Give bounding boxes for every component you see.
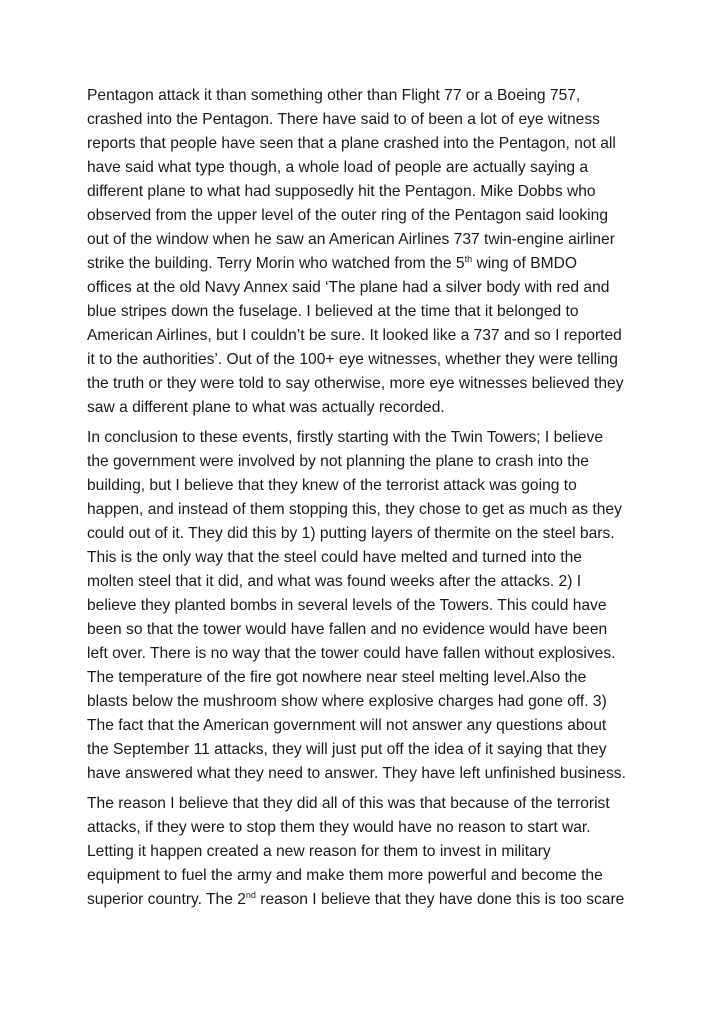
text-run: different plane to what had supposedly hit the Pentagon. Mike Dobbs who xyxy=(87,183,596,200)
text-line xyxy=(87,498,647,522)
text-run: have answered what they need to answer. They have left unfinished business. xyxy=(87,765,626,782)
text-run: building, but I believe that they knew of the terrorist attack was going to xyxy=(87,477,577,494)
text-run: In conclusion to these events, firstly starting with the Twin Towers; I believe xyxy=(87,429,604,446)
text-run: observed from the upper level of the outer ring of the Pentagon said looking xyxy=(87,207,608,224)
text-line xyxy=(87,156,647,180)
text-line xyxy=(87,108,647,132)
text-line xyxy=(87,738,647,762)
text-run: molten steel that it did, and what was found weeks after the attacks. 2) I xyxy=(87,573,582,590)
text-line xyxy=(87,864,647,888)
paragraph xyxy=(87,426,647,786)
text-run: could out of it. They did this by 1) putting layers of thermite on the steel bars. xyxy=(87,525,615,542)
text-line xyxy=(87,204,647,228)
text-line xyxy=(87,618,647,642)
text-run: happen, and instead of them stopping this, they chose to get as much as they xyxy=(87,501,622,518)
text-line xyxy=(87,450,647,474)
superscript: th xyxy=(464,253,473,264)
text-line xyxy=(87,300,647,324)
text-run: strike the building. Terry Morin who watched from the 5 xyxy=(87,255,465,272)
text-line xyxy=(87,372,647,396)
text-line xyxy=(87,474,647,498)
text-line xyxy=(87,840,647,864)
text-line xyxy=(87,180,647,204)
text-line xyxy=(87,714,647,738)
text-line xyxy=(87,816,647,840)
text-run: been so that the tower would have fallen and no evidence would have been xyxy=(87,621,608,638)
text-line xyxy=(87,546,647,570)
text-run: Letting it happen created a new reason for them to invest in military xyxy=(87,843,551,860)
text-line xyxy=(87,348,647,372)
text-run: the government were involved by not planning the plane to crash into the xyxy=(87,453,589,470)
text-line xyxy=(87,84,647,108)
text-run: attacks, if they were to stop them they would have no reason to start war. xyxy=(87,819,591,836)
text-run: saw a different plane to what was actually recorded. xyxy=(87,399,445,416)
text-line xyxy=(87,642,647,666)
text-run: equipment to fuel the army and make them more powerful and become the xyxy=(87,867,603,884)
text-line xyxy=(87,792,647,816)
text-run: The fact that the American government will not answer any questions about xyxy=(87,717,607,734)
text-run: blasts below the mushroom show where explosive charges had gone off. 3) xyxy=(87,693,607,710)
text-run: the September 11 attacks, they will just put off the idea of it saying that they xyxy=(87,741,607,758)
text-line xyxy=(87,888,647,912)
document-body xyxy=(87,84,647,918)
paragraph xyxy=(87,84,647,420)
text-run: superior country. The 2 xyxy=(87,891,246,908)
text-line xyxy=(87,522,647,546)
text-line xyxy=(87,396,647,420)
text-run: American Airlines, but I couldn’t be sure. It looked like a 737 and so I reported xyxy=(87,327,622,344)
text-run: The reason I believe that they did all of this was that because of the terrorist xyxy=(87,795,610,812)
text-line xyxy=(87,690,647,714)
text-run: The temperature of the fire got nowhere near steel melting level.Also the xyxy=(87,669,587,686)
text-line xyxy=(87,252,647,276)
superscript: nd xyxy=(245,889,256,900)
text-run: reason I believe that they have done this is too scare xyxy=(255,891,625,908)
text-line xyxy=(87,276,647,300)
text-run: left over. There is no way that the tower could have fallen without explosives. xyxy=(87,645,616,662)
text-run: offices at the old Navy Annex said ‘The plane had a silver body with red and xyxy=(87,279,610,296)
text-run: believe they planted bombs in several levels of the Towers. This could have xyxy=(87,597,607,614)
text-run: Pentagon attack it than something other than Flight 77 or a Boeing 757, xyxy=(87,87,581,104)
text-run: blue stripes down the fuselage. I believed at the time that it belonged to xyxy=(87,303,579,320)
text-line xyxy=(87,228,647,252)
text-line xyxy=(87,132,647,156)
text-line xyxy=(87,762,647,786)
text-line xyxy=(87,594,647,618)
text-run: This is the only way that the steel could have melted and turned into the xyxy=(87,549,582,566)
text-run: out of the window when he saw an American Airlines 737 twin-engine airliner xyxy=(87,231,615,248)
text-run: crashed into the Pentagon. There have said to of been a lot of eye witness xyxy=(87,111,600,128)
text-run: wing of BMDO xyxy=(472,255,577,272)
text-run: have said what type though, a whole load of people are actually saying a xyxy=(87,159,589,176)
text-line xyxy=(87,426,647,450)
text-line xyxy=(87,666,647,690)
text-run: the truth or they were told to say otherwise, more eye witnesses believed they xyxy=(87,375,624,392)
text-line xyxy=(87,570,647,594)
text-run: it to the authorities’. Out of the 100+ eye witnesses, whether they were telling xyxy=(87,351,618,368)
text-run: reports that people have seen that a plane crashed into the Pentagon, not all xyxy=(87,135,616,152)
text-line xyxy=(87,324,647,348)
paragraph xyxy=(87,792,647,912)
